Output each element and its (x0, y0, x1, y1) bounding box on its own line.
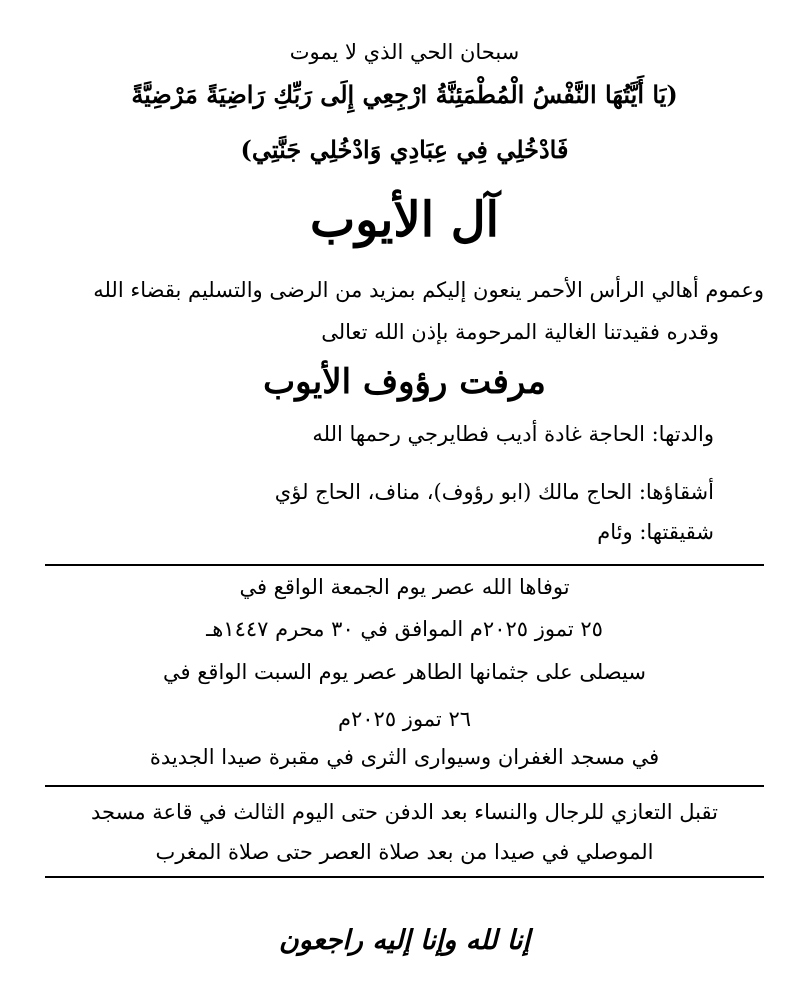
condolences-line2: الموصلي في صيدا من بعد صلاة العصر حتى صلاة المغرب (155, 840, 654, 864)
family-name-heading: آل الأيوب (310, 192, 499, 248)
death-date: ٢٥ تموز ٢٠٢٥م الموافق في ٣٠ محرم ١٤٤٧هـ (206, 617, 603, 641)
divider (45, 876, 764, 878)
prayer-date: ٢٦ تموز ٢٠٢٥م (337, 707, 472, 731)
sister-line: شقيقتها: وئام (597, 520, 714, 544)
intro-line1: وعموم أهالي الرأس الأحمر ينعون إليكم بمزيد من الرضى والتسليم بقضاء الله (93, 278, 764, 302)
quran-verse-line2: فَادْخُلِي فِي عِبَادِي وَادْخُلِي جَنَّتِي) (240, 135, 569, 164)
opening-phrase: سبحان الحي الذي لا يموت (289, 40, 520, 64)
burial-location: في مسجد الغفران وسيوارى الثرى في مقبرة صيدا الجديدة (149, 745, 660, 769)
quran-verse-line1: (يَا أَيَّتُهَا النَّفْسُ الْمُطْمَئِنَّةُ ارْجِعِي إِلَى رَبِّكِ رَاضِيَةً مَرْضِيَّةً (131, 80, 678, 109)
mother-line: والدتها: الحاجة غادة أديب فطايرجي رحمها الله (312, 422, 714, 446)
brothers-line: أشقاؤها: الحاج مالك (ابو رؤوف)، مناف، الحاج لؤي (274, 480, 714, 504)
closing-phrase: إنا لله وإنا إليه راجعون (278, 925, 531, 956)
death-announcement: توفاها الله عصر يوم الجمعة الواقع في (239, 575, 570, 599)
condolences-line1: تقبل التعازي للرجال والنساء بعد الدفن حتى اليوم الثالث في قاعة مسجد (91, 800, 718, 824)
divider (45, 785, 764, 787)
divider (45, 564, 764, 566)
intro-line2: وقدره فقيدتنا الغالية المرحومة بإذن الله تعالى (321, 320, 719, 344)
deceased-name: مرفت رؤوف الأيوب (263, 362, 546, 402)
prayer-announcement: سيصلى على جثمانها الطاهر عصر يوم السبت الواقع في (163, 660, 646, 684)
